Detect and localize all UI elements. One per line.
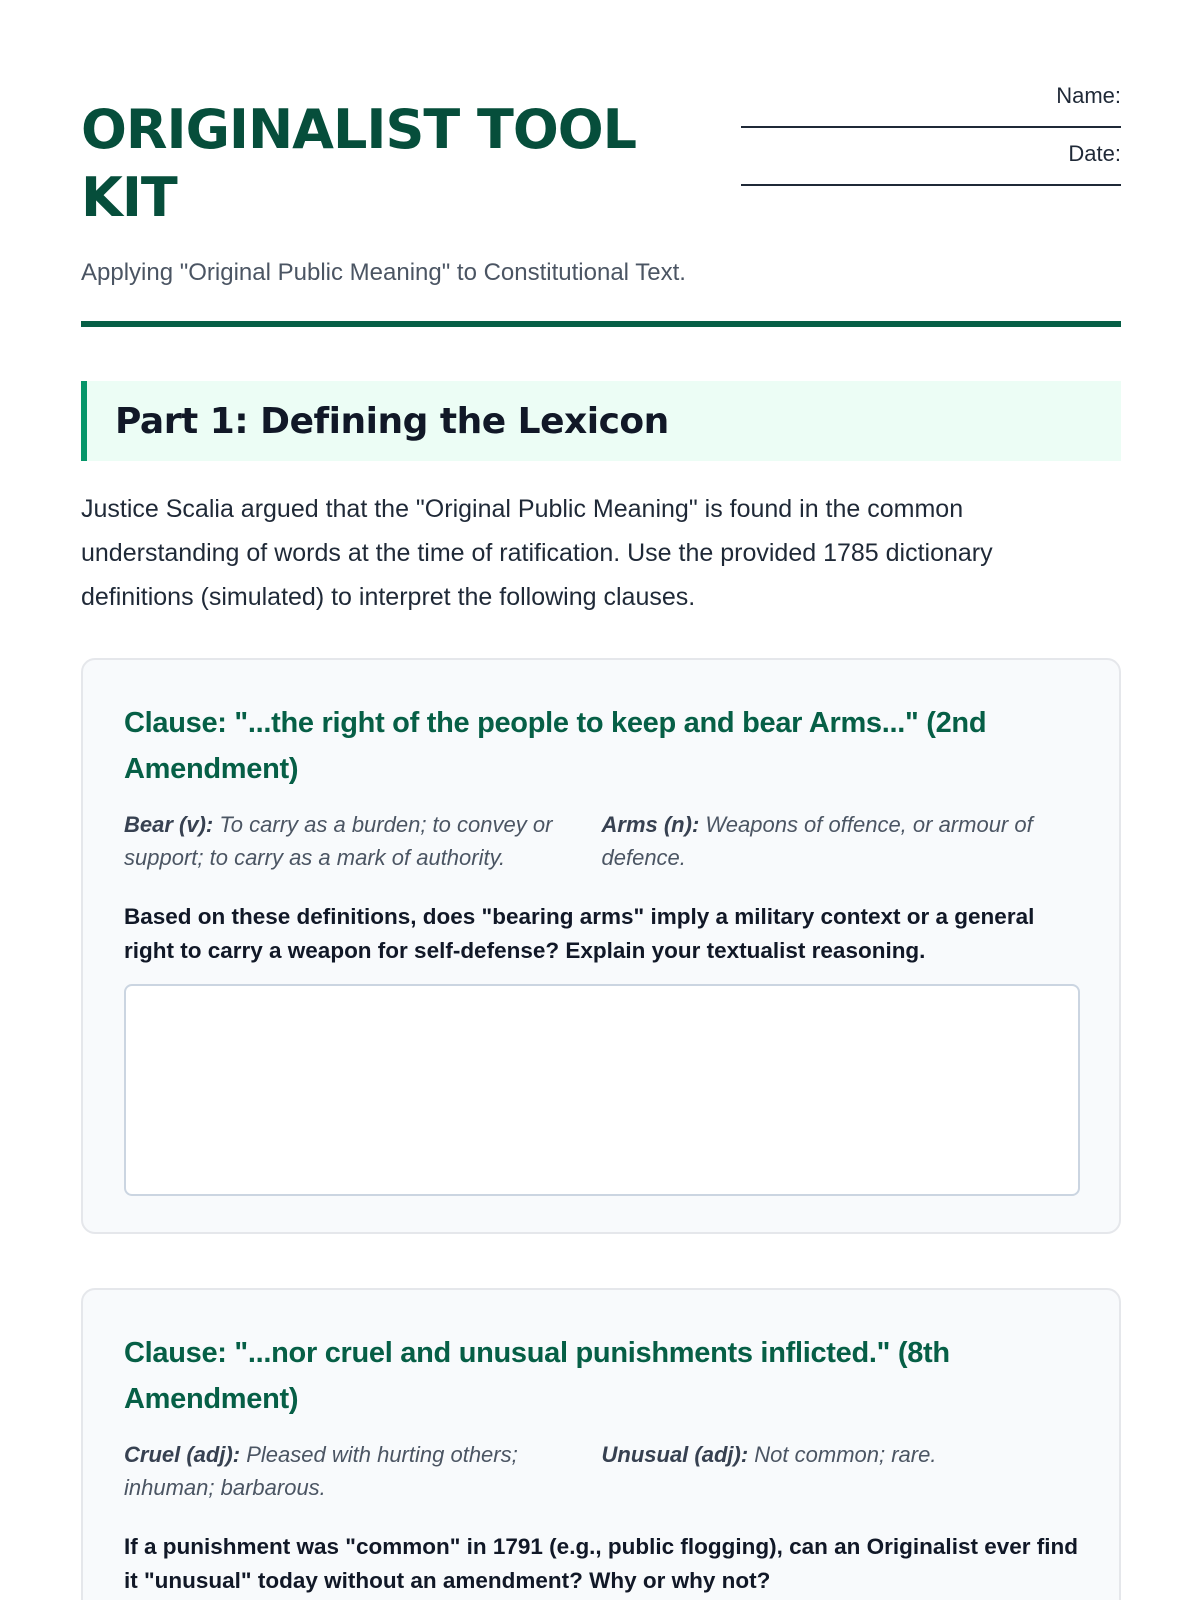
page-title: ORIGINALIST TOOL KIT: [81, 98, 637, 229]
page-subtitle: Applying "Original Public Meaning" to Constitutional Text.: [81, 259, 686, 286]
question-text: If a punishment was "common" in 1791 (e.g., public flogging), can an Originalist ever find it "unusual" today without an amendment? Why or why not?: [124, 1534, 1078, 1593]
clause-heading: Clause: "...the right of the people to keep and bear Arms..." (2nd Amendment): [124, 707, 987, 785]
question-text: Based on these definitions, does "bearing arms" imply a military context or a general right to carry a weapon for self-defense? Explain your textualist reasoning.: [124, 904, 1035, 963]
clause-card-2nd-amendment: [81, 658, 1121, 1234]
definition-term: Bear (v):: [124, 812, 214, 837]
worksheet-header: [81, 0, 1121, 330]
definition-term: Arms (n):: [601, 812, 700, 837]
section-title: Part 1: Defining the Lexicon: [115, 400, 669, 442]
definition-text: Weapons of offence, or armour of defence.: [601, 812, 1033, 870]
definition-text: Not common; rare.: [748, 1442, 937, 1467]
definition-term: Cruel (adj):: [124, 1442, 241, 1467]
answer-textarea[interactable]: [124, 984, 1080, 1196]
date-label: Date:: [1068, 141, 1121, 166]
definition-text: Pleased with hurting others; inhuman; barbarous.: [124, 1442, 518, 1500]
name-field-line[interactable]: [741, 124, 1121, 128]
definitions-row: [124, 1438, 1079, 1504]
definition-unusual: [602, 1438, 1080, 1504]
section-intro: Justice Scalia argued that the "Original Public Meaning" is found in the common understanding of words at the time of ratification. Use the provided 1785 dictionary definitions (simulated) to interpret the following clauses.: [81, 495, 993, 611]
clause-heading: Clause: "...nor cruel and unusual punishments inflicted." (8th Amendment): [124, 1337, 950, 1415]
clause-card-8th-amendment: [81, 1288, 1121, 1600]
definition-bear: [124, 808, 602, 874]
worksheet-page: [81, 0, 1121, 1593]
definition-cruel: [124, 1438, 602, 1504]
definition-arms: [602, 808, 1080, 874]
date-field-line[interactable]: [741, 182, 1121, 186]
name-label: Name:: [1056, 83, 1121, 108]
name-date-block: [721, 80, 1121, 196]
definitions-row: [124, 808, 1079, 874]
section-header-part1: [81, 381, 1121, 461]
definition-text: To carry as a burden; to convey or support; to carry as a mark of authority.: [124, 812, 553, 870]
definition-term: Unusual (adj):: [601, 1442, 749, 1467]
header-divider: [81, 321, 1121, 327]
